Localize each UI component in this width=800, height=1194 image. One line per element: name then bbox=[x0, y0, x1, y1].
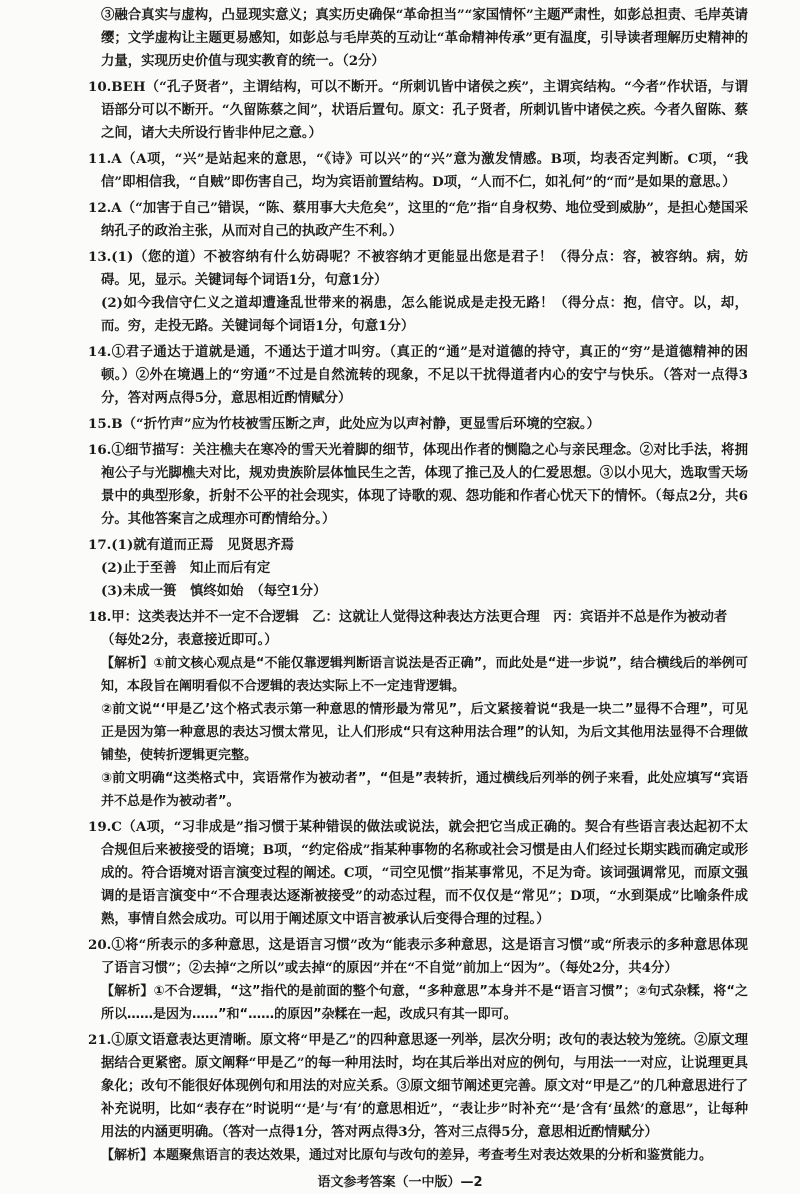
question-number: 12. bbox=[88, 200, 112, 216]
question-number: 20. bbox=[88, 937, 112, 953]
question-number: 13. bbox=[88, 249, 112, 265]
analysis-tag: 【解析】 bbox=[101, 984, 154, 999]
analysis-18-1 bbox=[0, 652, 800, 698]
analysis-20 bbox=[0, 980, 800, 1026]
answer-14 bbox=[0, 341, 800, 410]
answer-text: C（A项，“习非成是”指习惯于某种错误的做法或说法，就会把它当成正确的。契合有些语言表达起初不太合规但后来被接受的语境；B项，“约定俗成”指某种事物的名称或社会习惯是由人们经过长期实践而确定或形成的。符合语境对语言演变过程的阐述。C项，“司空见惯”指某事常见，不足为奇。该词强调常见，而原文强调的是语言演变中“不合理表达逐渐被接受”的动态过程，而不仅仅是“常见”；D项，“水到渠成”比喻条件成熟，事情自然会成功。可以用于阐述原文中语言被承认后变得合理的过程。） bbox=[101, 819, 748, 927]
question-number: 18. bbox=[88, 609, 112, 625]
question-number: 16. bbox=[88, 442, 112, 458]
answer-16 bbox=[0, 439, 800, 531]
answer-13 bbox=[0, 246, 800, 292]
answer-text: ①原文语意表达更清晰。原文将“甲是乙”的四种意思逐一列举，层次分明；改句的表达较为笼统。②原文理据结合更紧密。原文阐释“甲是乙”的每一种用法时，均在其后举出对应的例句，与用法一一对应，让说理更具象化；改句不能很好体现例句和用法的对应关系。③原文细节阐述更完善。原文对“甲是乙”的几种意思进行了补充说明，比如“表存在”时说明“‘是’与‘有’的意思相近”，“表让步”时补充“‘是’含有‘虽然’的意思”，让每种用法的内涵更明确。（答对一点得1分，答对两点得3分，答对三点得5分，意思相近酌情赋分） bbox=[101, 1032, 748, 1140]
answer-key-page bbox=[0, 4, 800, 1194]
answer-18 bbox=[0, 606, 800, 629]
analysis-tag: 【解析】 bbox=[101, 656, 154, 671]
answer-10 bbox=[0, 76, 800, 145]
question-number: 10. bbox=[88, 79, 112, 95]
answer-text: B（“折竹声”应为竹枝被雪压断之声，此处应为以声衬静，更显雪后环境的空寂。） bbox=[111, 416, 600, 432]
analysis-tag: 【解析】 bbox=[101, 1148, 154, 1163]
answer-11 bbox=[0, 148, 800, 194]
question-number: 19. bbox=[88, 819, 112, 835]
answer-21 bbox=[0, 1029, 800, 1144]
analysis-21 bbox=[0, 1144, 800, 1167]
question-number: 15. bbox=[88, 416, 112, 432]
analysis-text: ①不合逻辑，“这”指代的是前面的整个句意，“多种意思”本身并不是“语言习惯”；②句式杂糅，将“之所以……是因为……”和“……的原因”杂糅在一起，改成只有其一即可。 bbox=[101, 984, 748, 1022]
answer-15 bbox=[0, 413, 800, 436]
analysis-text: ①前文核心观点是“不能仅靠逻辑判断语言说法是否正确”，而此处是“进一步说”，结合横线后的举例可知，本段旨在阐明看似不合逻辑的表达实际上不一定违背逻辑。 bbox=[101, 656, 748, 694]
answer-text: (1)（您的道）不被容纳有什么妨碍呢？不被容纳才更能显出您是君子！（得分点：容，被容纳。病，妨碍。见，显示。关键词每个词语1分，句意1分） bbox=[101, 249, 748, 288]
answer-9-continuation bbox=[0, 4, 800, 73]
answer-18-scoring: （每处2分，表意接近即可。） bbox=[101, 632, 278, 648]
analysis-text: 本题聚焦语言的表达效果，通过对比原句与改句的差异，考查考生对表达效果的分析和鉴赏能力。 bbox=[153, 1148, 713, 1163]
analysis-18-2: ②前文说“‘甲是乙’这个格式表示第一种意思的情形最为常见”，后文紧接着说“我是一块二”显得不合理”，可见正是因为第一种意思的表达习惯太常见，让人们形成“只有这种用法合理”的认知，为后文其他用法显得不合理做铺垫，使转折逻辑更完整。 bbox=[101, 702, 748, 763]
answer-text: 甲：这类表达并不一定不合逻辑 乙：这就让人觉得这种表达方法更合理 丙：宾语并不总是作为被动者 bbox=[111, 609, 728, 625]
question-number: 17. bbox=[88, 537, 112, 553]
answer-text: ①将“所表示的多种意思，这是语言习惯”改为“能表示多种意思，这是语言习惯”或“所表示的多种意思体现了语言习惯”；②去掉“之所以”或去掉“的原因”并在“不自觉”前加上“因为”。（每处2分，共4分） bbox=[101, 937, 748, 976]
question-number: 11. bbox=[88, 151, 112, 167]
answer-text: A（A项，“兴”是站起来的意思，“《诗》可以兴”的“兴”意为激发情感。B项，均表否定判断。C项，“我信”即相信我，“自贼”即伤害自己，均为宾语前置结构。D项，“人而不仁，如礼何”的“而”是如果的意思。） bbox=[101, 151, 748, 190]
question-number: 14. bbox=[88, 344, 112, 360]
answer-12 bbox=[0, 197, 800, 243]
question-number: 21. bbox=[88, 1032, 112, 1048]
answer-19 bbox=[0, 816, 800, 931]
analysis-18-3: ③前文明确“这类格式中，宾语常作为被动者”，“但是”表转折，通过横线后列举的例子来看，此处应填写“宾语并不总是作为被动者”。 bbox=[101, 771, 748, 809]
answer-text: (1)就有道而正焉 见贤思齐焉 bbox=[111, 537, 294, 553]
page-footer: 语文参考答案（一中版）—2 bbox=[317, 1175, 483, 1190]
answer-17-part-2: (2)止于至善 知止而后有定 bbox=[101, 560, 271, 576]
answer-17 bbox=[0, 534, 800, 557]
answer-17-part-3: (3)未成一篑 慎终如始 （每空1分） bbox=[101, 583, 327, 599]
answer-text: ①细节描写：关注樵夫在寒冷的雪天光着脚的细节，体现出作者的恻隐之心与亲民理念。②对比手法，将拥袍公子与光脚樵夫对比，规劝贵族阶层体恤民生之苦，体现了推己及人的仁爱思想。③以小见大，选取雪天场景中的典型形象，折射不公平的社会现实，体现了诗歌的观、怨功能和作者心忧天下的情怀。（每点2分，共6分。其他答案言之成理亦可酌情给分。） bbox=[101, 442, 748, 527]
answer-text: ①君子通达于道就是通，不通达于道才叫穷。（真正的“通”是对道德的持守，真正的“穷”是道德精神的困顿。）②外在境遇上的“穷通”不过是自然流转的现象，不足以干扰得道者内心的安宁与快乐。（答对一点得3分，答对两点得5分，意思相近酌情赋分） bbox=[101, 344, 748, 406]
answer-13-part-2: (2)如今我信守仁义之道却遭逢乱世带来的祸患，怎么能说成是走投无路！（得分点：抱，信守。以，却，而。穷，走投无路。关键词每个词语1分，句意1分） bbox=[101, 295, 748, 334]
answer-text: ③融合真实与虚构，凸显现实意义；真实历史确保“革命担当”“家国情怀”主题严肃性，如彭总担责、毛岸英请缨；文学虚构让主题更易感知，如彭总与毛岸英的互动让“革命精神传承”更有温度，引导读者理解历史精神的力量，实现历史价值与现实教育的统一。（2分） bbox=[101, 7, 748, 69]
answer-text: BEH（“孔子贤者”，主谓结构，可以不断开。“所刺讥皆中诸侯之疾”，主谓宾结构。“今者”作状语，与谓语部分可以不断开。“久留陈蔡之间”，状语后置句。原文：孔子贤者，所刺讥皆中诸侯之疾。今者久留陈、蔡之间，诸大夫所设行皆非仲尼之意。） bbox=[101, 79, 748, 141]
answer-20 bbox=[0, 934, 800, 980]
answer-text: A（“加害于自己”错误，“陈、蔡用事大夫危矣”，这里的“危”指“自身权势、地位受到威胁”，是担心楚国采纳孔子的政治主张，从而对自己的执政产生不利。） bbox=[101, 200, 748, 239]
